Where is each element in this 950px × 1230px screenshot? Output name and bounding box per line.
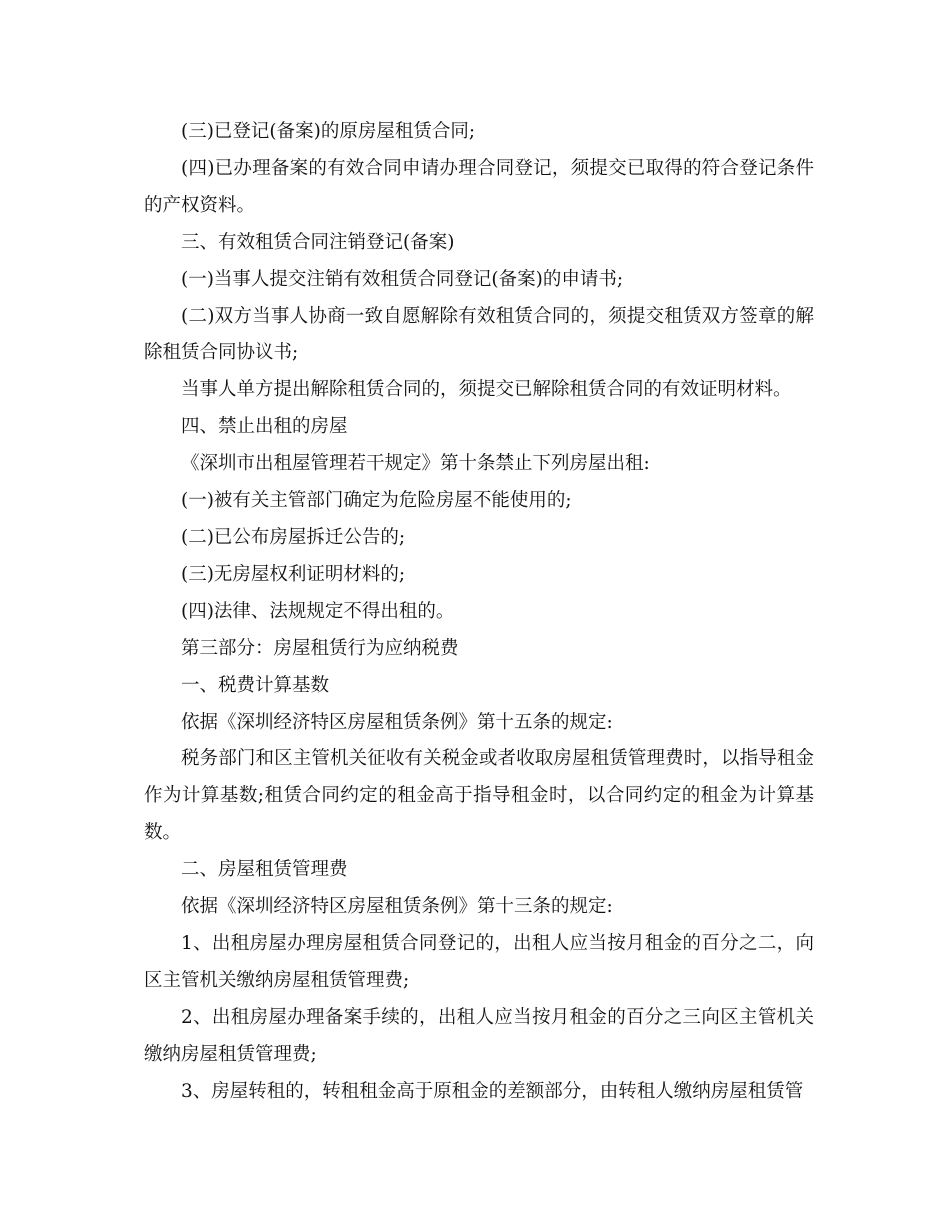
paragraph: (二)已公布房屋拆迁公告的; <box>181 526 406 548</box>
paragraph: (三)无房屋权利证明材料的; <box>181 563 406 585</box>
paragraph: (一)被有关主管部门确定为危险房屋不能使用的; <box>181 490 572 512</box>
paragraph: (四)法律、法规规定不得出租的。 <box>181 600 455 622</box>
section-heading: 一、税费计算基数 <box>181 674 330 696</box>
part-heading: 第三部分：房屋租赁行为应纳税费 <box>181 637 459 659</box>
section-heading: 三、有效租赁合同注销登记(备案) <box>181 231 455 253</box>
paragraph: (四)已办理备案的有效合同申请办理合同登记，须提交已取得的符合登记条件的产权资料。 <box>144 157 814 216</box>
section-heading: 四、禁止出租的房屋 <box>181 416 348 438</box>
paragraph: 1、出租房屋办理房屋租赁合同登记的，出租人应当按月租金的百分之二，向区主管机关缴纳房屋租赁管理费; <box>144 932 814 991</box>
section-heading: 二、房屋租赁管理费 <box>181 859 348 881</box>
paragraph: 依据《深圳经济特区房屋租赁条例》第十三条的规定: <box>181 896 613 918</box>
paragraph: (一)当事人提交注销有效租赁合同登记(备案)的申请书; <box>181 268 624 290</box>
paragraph: 《深圳市出租屋管理若干规定》第十条禁止下列房屋出租: <box>181 453 650 475</box>
paragraph: 依据《深圳经济特区房屋租赁条例》第十五条的规定: <box>181 711 613 733</box>
paragraph: 当事人单方提出解除租赁合同的，须提交已解除租赁合同的有效证明材料。 <box>181 379 792 401</box>
paragraph: (三)已登记(备案)的原房屋租赁合同; <box>181 121 476 142</box>
paragraph: 税务部门和区主管机关征收有关税金或者收取房屋租赁管理费时，以指导租金作为计算基数;租赁合同约定的租金高于指导租金时，以合同约定的租金为计算基数。 <box>144 748 814 844</box>
document-body <box>144 114 814 1110</box>
paragraph: 3、房屋转租的，转租租金高于原租金的差额部分，由转租人缴纳房屋租赁管 <box>181 1080 804 1102</box>
paragraph: (二)双方当事人协商一致自愿解除有效租赁合同的，须提交租赁双方签章的解除租赁合同协议书; <box>144 305 814 364</box>
paragraph: 2、出租房屋办理备案手续的，出租人应当按月租金的百分之三向区主管机关缴纳房屋租赁管理费; <box>144 1006 814 1065</box>
